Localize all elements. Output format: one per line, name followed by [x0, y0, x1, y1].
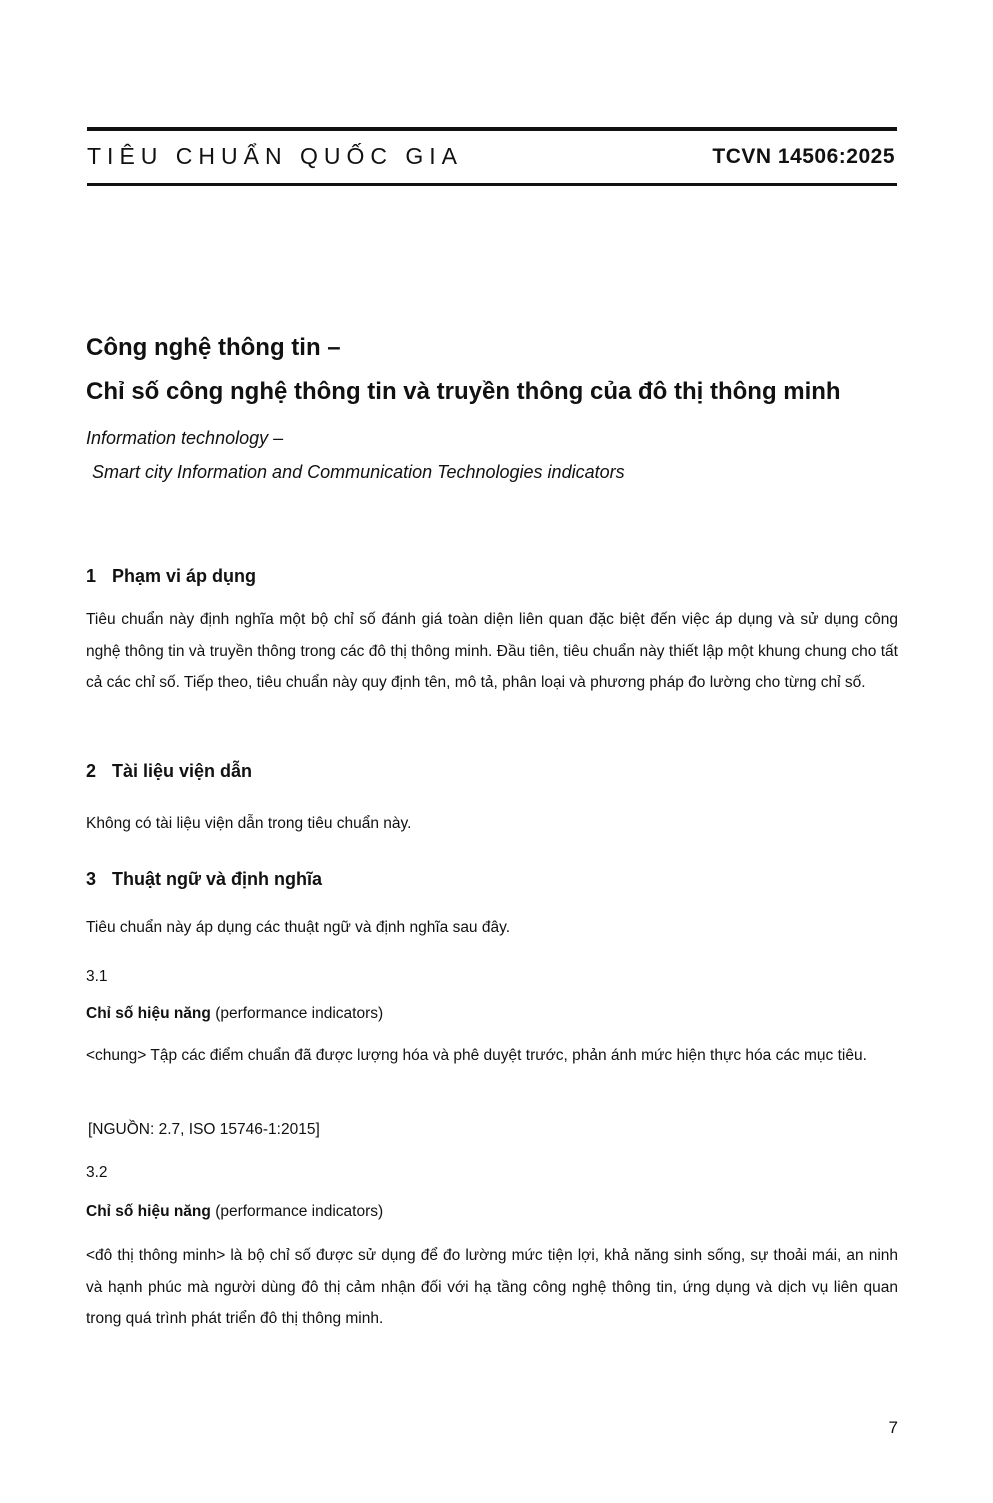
section-1-number: 1 [86, 566, 97, 586]
section-3-number: 3 [86, 869, 97, 889]
term-3-2-definition: <đô thị thông minh> là bộ chỉ số được sử dụng để đo lường mức tiện lợi, khả năng sinh sống, sự thoải mái, an ninh và hạnh phúc mà người dùng đô thị cảm nhận đối với hạ tầng công nghệ thông tin, ứng dụng và dịch vụ liên quan trong quá trình phát triển đô thị thông minh. [86, 1247, 898, 1328]
section-1-title: Phạm vi áp dụng [112, 566, 257, 586]
title-line-1: Công nghệ thông tin – [86, 334, 341, 361]
term-3-1-title [86, 1005, 383, 1023]
english-title-line-1: Information technology – [86, 428, 284, 448]
term-3-1-number: 3.1 [86, 968, 108, 985]
term-3-2-term-en: (performance indicators) [215, 1203, 384, 1220]
section-2-text: Không có tài liệu viện dẫn trong tiêu chuẩn này. [86, 815, 412, 832]
section-1-text: Tiêu chuẩn này định nghĩa một bộ chỉ số đánh giá toàn diện liên quan đặc biệt đến việc áp dụng và sử dụng công nghệ thông tin và truyền thông trong các đô thị thông minh. Đầu tiên, tiêu chuẩn này thiết lập một khung chung cho tất cả các chỉ số. Tiếp theo, tiêu chuẩn này quy định tên, mô tả, phân loại và phương pháp đo lường cho từng chỉ số. [86, 611, 898, 692]
term-3-2-number: 3.2 [86, 1164, 108, 1181]
page-number: 7 [888, 1418, 898, 1437]
section-2-number: 2 [86, 761, 97, 781]
section-3-text: Tiêu chuẩn này áp dụng các thuật ngữ và định nghĩa sau đây. [86, 919, 511, 936]
term-3-2-term: Chỉ số hiệu năng [86, 1203, 211, 1220]
section-3-heading [86, 869, 322, 890]
english-title-line-2: Smart city Information and Communication Technologies indicators [92, 462, 625, 482]
section-3-title: Thuật ngữ và định nghĩa [112, 869, 323, 889]
term-3-1-definition: <chung> Tập các điểm chuẩn đã được lượng hóa và phê duyệt trước, phản ánh mức hiện thực hóa các mục tiêu. [86, 1047, 867, 1064]
term-3-1-term-en: (performance indicators) [215, 1005, 384, 1022]
section-2-heading [86, 761, 252, 782]
term-3-2-title [86, 1203, 383, 1221]
title-line-2: Chỉ số công nghệ thông tin và truyền thông của đô thị thông minh [86, 378, 841, 405]
header-standard-label: TIÊU CHUẨN QUỐC GIA [87, 143, 463, 169]
section-1-heading [86, 566, 256, 587]
term-3-1-source: [NGUỒN: 2.7, ISO 15746-1:2015] [88, 1121, 320, 1138]
header-top-rule [87, 127, 897, 131]
section-2-title: Tài liệu viện dẫn [112, 761, 253, 781]
header-standard-code: TCVN 14506:2025 [712, 145, 895, 168]
term-3-1-term: Chỉ số hiệu năng [86, 1005, 211, 1022]
header-bottom-rule [87, 183, 897, 186]
